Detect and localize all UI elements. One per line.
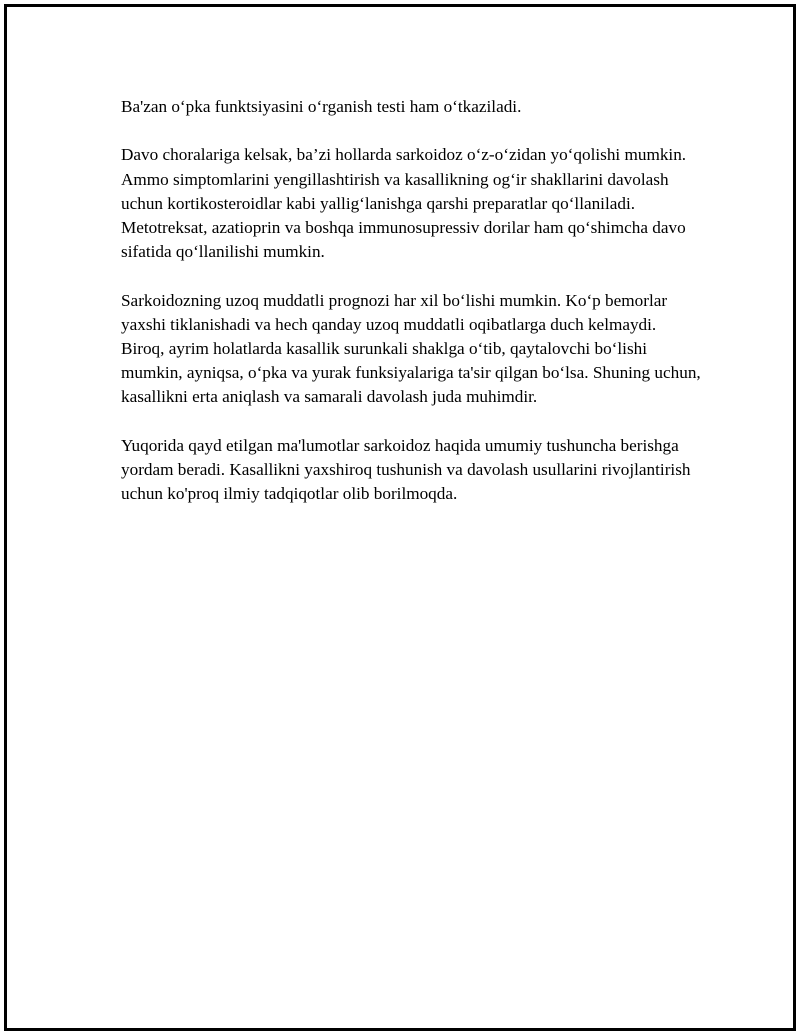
paragraph-treatment: Davo choralariga kelsak, ba’zi hollarda sarkoidoz o‘z-o‘zidan yo‘qolishi mumkin. Ammo simptomlarini yengillashtirish va kasallikning og‘ir shakllarini davolash uchun kortikosteroidlar kabi yallig‘lanishga qarshi preparatlar qo‘llaniladi. Metotreksat, azatioprin va boshqa immunosupressiv dorilar ham qo‘shimcha davo sifatida qo‘llanilishi mumkin. [121,145,687,262]
paragraph-prognosis: Sarkoidozning uzoq muddatli prognozi har xil bo‘lishi mumkin. Ko‘p bemorlar yaxshi tiklanishadi va hech qanday uzoq muddatli oqibatlarga duch kelmaydi. Biroq, ayrim holatlarda kasallik surunkali shaklga o‘tib, qaytalovchi bo‘lishi mumkin, ayniqsa, o‘pka va yurak funksiyalariga ta'sir qilgan bo‘lsa. Shuning uchun, kasallikni erta aniqlash va samarali davolash juda muhimdir. [121,290,701,407]
paragraph-lung-function-test: Ba'zan o‘pka funktsiyasini o‘rganish testi ham o‘tkaziladi. [121,97,522,116]
document-body [121,95,701,531]
document-page [4,4,796,1031]
paragraph-conclusion: Yuqorida qayd etilgan ma'lumotlar sarkoidoz haqida umumiy tushuncha berishga yordam beradi. Kasallikni yaxshiroq tushunish va davolash usullarini rivojlantirish uchun ko'proq ilmiy tadqiqotlar olib borilmoqda. [121,435,691,504]
